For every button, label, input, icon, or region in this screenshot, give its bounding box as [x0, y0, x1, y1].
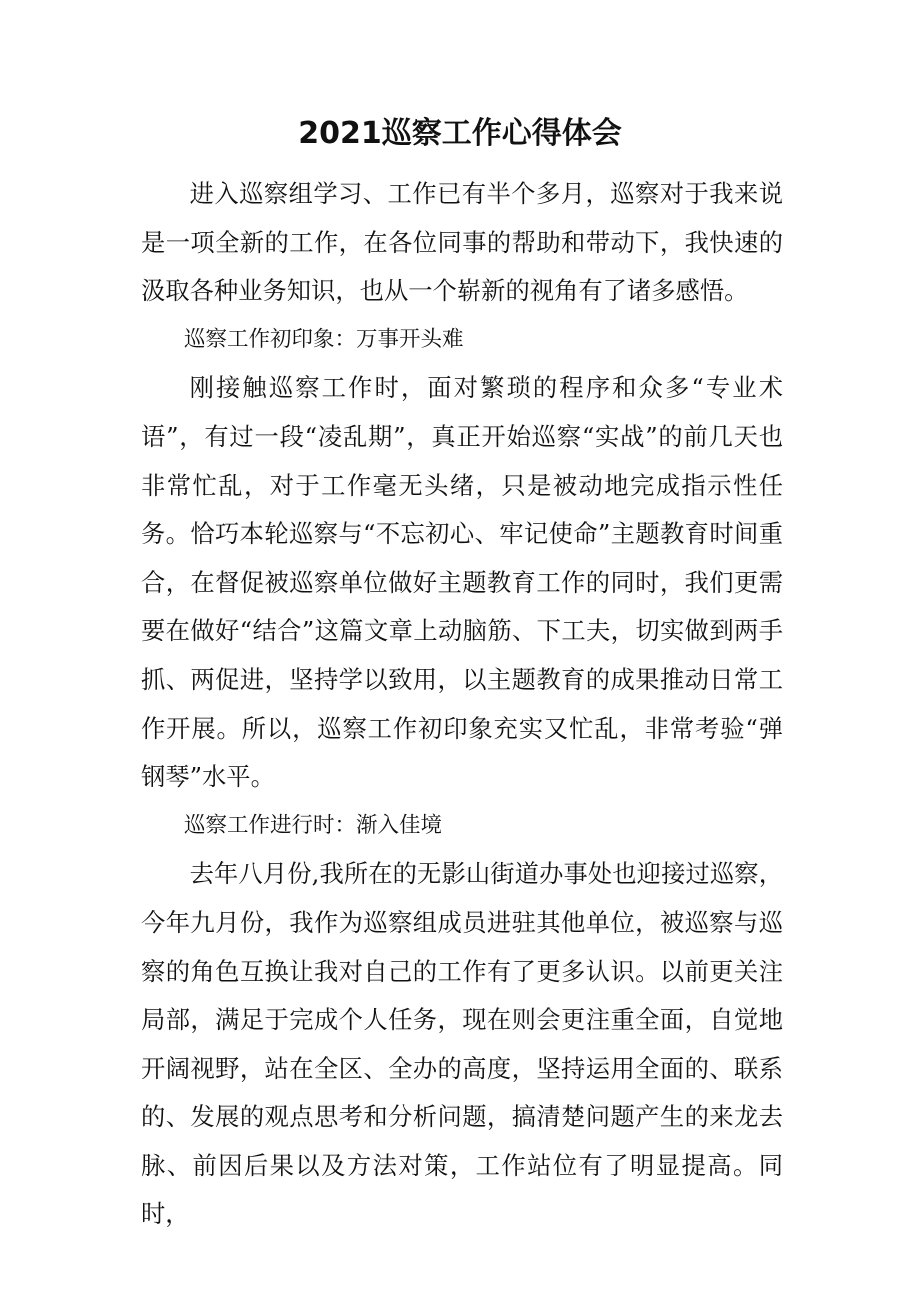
section-heading-first-impression: 巡察工作初印象：万事开头难 [184, 326, 464, 352]
document-title: 2021巡察工作心得体会 [298, 116, 622, 151]
document-body [141, 170, 783, 1239]
section-heading-in-progress: 巡察工作进行时：渐入佳境 [184, 812, 443, 838]
paragraph-in-progress: 去年八月份,我所在的无影山街道办事处也迎接过巡察，今年九月份，我作为巡察组成员进驻其他单位，被巡察与巡察的角色互换让我对自己的工作有了更多认识。以前更关注局部，满足于完成个人任务，现在则会更注重全面，自觉地开阔视野，站在全区、全办的高度，坚持运用全面的、联系的、发展的观点思考和分析问题，搞清楚问题产生的来龙去脉、前因后果以及方法对策，工作站位有了明显提高。同时， [141, 859, 783, 1229]
paragraph-first-impression: 刚接触巡察工作时，面对繁琐的程序和众多“专业术语”，有过一段“凌乱期”，真正开始巡察“实战”的前几天也非常忙乱，对于工作毫无头绪，只是被动地完成指示性任务。恰巧本轮巡察与“不忘初心、牢记使命”主题教育时间重合，在督促被巡察单位做好主题教育工作的同时，我们更需要在做好“结合”这篇文章上动脑筋、下工夫，切实做到两手抓、两促进，坚持学以致用，以主题教育的成果推动日常工作开展。所以，巡察工作初印象充实又忙乱，非常考验“弹钢琴”水平。 [141, 373, 783, 792]
paragraph-intro: 进入巡察组学习、工作已有半个多月，巡察对于我来说是一项全新的工作，在各位同事的帮助和带动下，我快速的汲取各种业务知识，也从一个崭新的视角有了诸多感悟。 [141, 179, 783, 306]
